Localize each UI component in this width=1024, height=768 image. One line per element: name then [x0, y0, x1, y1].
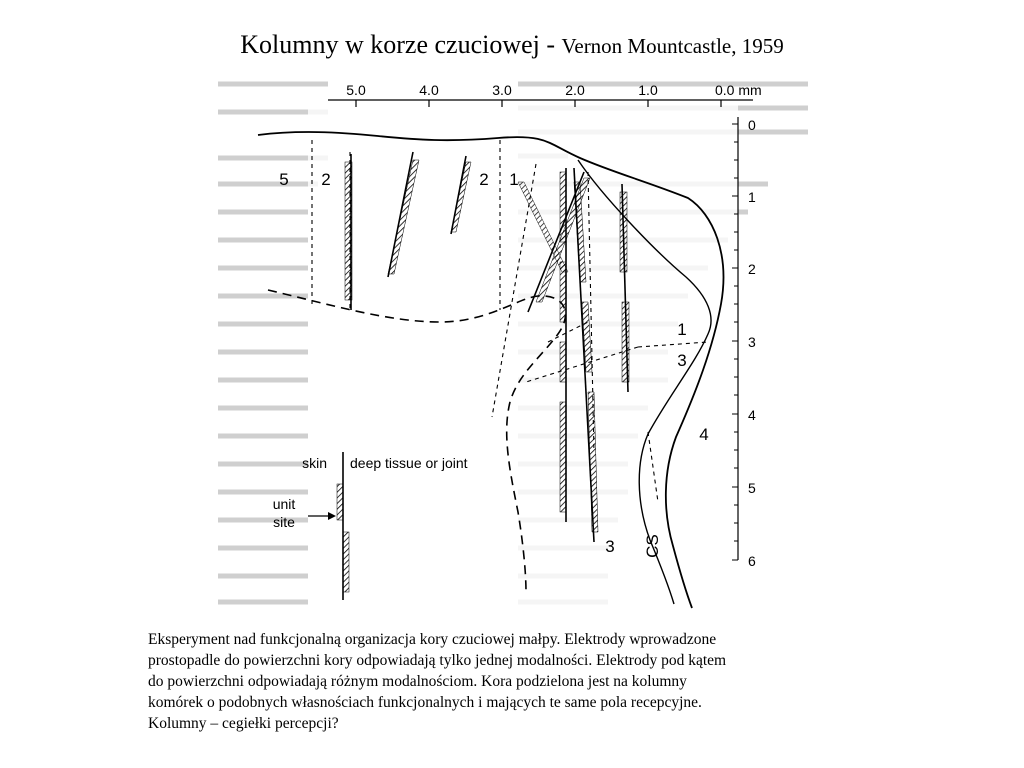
caption-line: Eksperyment nad funkcjonalną organizacja kory czuciowej małpy. Elektrody wprowadzone: [148, 631, 717, 648]
legend-site-label: site: [273, 514, 295, 530]
mountcastle-diagram: [208, 72, 808, 612]
depth-tick-3: 3: [748, 334, 756, 350]
slide-title: [0, 30, 1024, 60]
legend-deep-swatch: [343, 532, 349, 592]
top-tick-0: 0.0 mm: [715, 82, 762, 98]
top-tick-3: 3.0: [492, 82, 512, 98]
top-tick-5: 5.0: [346, 82, 366, 98]
region-label-4: 4: [699, 425, 709, 444]
region-label-3-bottom: 3: [605, 537, 615, 556]
caption-line: komórek o podobnych własnościach funkcjonalnych i mających te same pola recepcyjne.: [148, 694, 702, 711]
depth-tick-4: 4: [748, 407, 756, 423]
depth-tick-1: 1: [748, 189, 756, 205]
diagram-svg: [208, 72, 808, 612]
caption-line: prostopadle do powierzchni kory odpowiadają tylko jednej modalności. Elektrody pod kątem: [148, 652, 727, 669]
top-tick-2: 2.0: [565, 82, 585, 98]
legend-unit-label: unit: [272, 496, 296, 512]
top-tick-4: 4.0: [419, 82, 439, 98]
region-label-2-left: 2: [321, 170, 331, 189]
depth-tick-6: 6: [748, 553, 756, 569]
diagram-mask: [308, 90, 738, 610]
legend-deep-label: deep tissue or joint: [350, 455, 468, 471]
depth-tick-2: 2: [748, 261, 756, 277]
region-label-3-mid: 3: [677, 351, 687, 370]
caption: [148, 629, 848, 734]
region-label-1-mid: 1: [677, 320, 687, 339]
title-main: Kolumny w korze czuciowej -: [240, 30, 562, 59]
legend-skin-swatch: [337, 484, 343, 520]
depth-tick-5: 5: [748, 480, 756, 496]
top-tick-1: 1.0: [638, 82, 658, 98]
region-label-5: 5: [279, 170, 289, 189]
caption-line: do powierzchni odpowiadają różnym modalnościom. Kora podzielona jest na kolumny: [148, 673, 687, 690]
legend-skin-label: skin: [302, 455, 327, 471]
caption-line: Kolumny – cegiełki percepcji?: [148, 715, 339, 732]
region-label-2-right: 2: [479, 170, 489, 189]
central-sulcus-label: CS: [643, 534, 662, 558]
title-author: Vernon Mountcastle, 1959: [561, 34, 784, 58]
depth-tick-0: 0: [748, 117, 756, 133]
region-label-1-top: 1: [509, 170, 519, 189]
